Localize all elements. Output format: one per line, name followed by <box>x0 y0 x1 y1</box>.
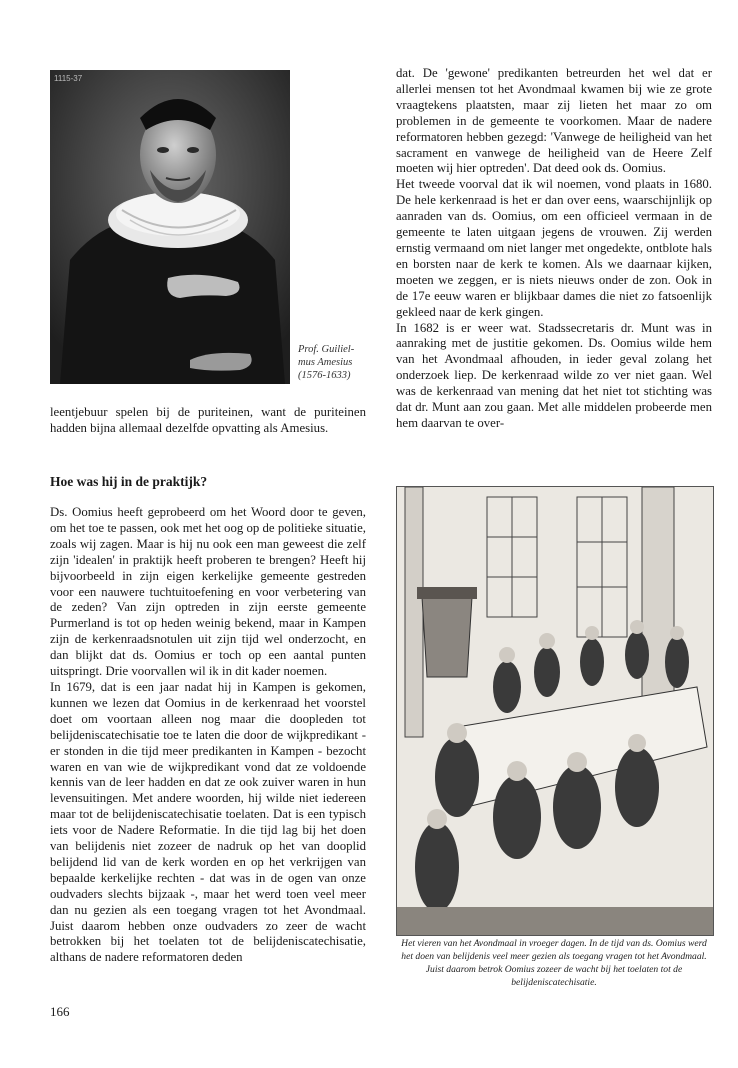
section-heading: Hoe was hij in de praktijk? <box>50 474 208 489</box>
engraving-caption: Het vieren van het Avondmaal in vroeger dagen. In de tijd van ds. Oomius werd het doen van belijdenis veel meer gezien als toegang vragen tot het Avondmaal. Juist daarom betrok Oomius zozeer de wacht bij het toelaten tot de belijdeniscatechisatie. <box>401 938 707 988</box>
paragraph: In 1679, dat is een jaar nadat hij in Kampen is gekomen, kunnen we lezen dat Oomius in de kerkenraad het voorstel doet om voortaan alleen nog maar die doopleden tot belijdeniscatechisatie toe te laten die door de wijkpredikant - er stonden in die tijd meer predikanten in Kampen - bezocht waren en van wie de wijkpredikant vond dat ze voldoende kennis van de leer hadden en dat ze ook zuiver waren in hun levensuitingen. Met andere woorden, hij wilde niet iedereen maar tot de belijdeniscatechisatie toelaten. Dat is een typisch iets voor de Nadere Reformatie. In die tijd lag bij het doen van belijdenis niet zozeer de nadruk op het van dooplid belijdend lid van de kerk worden en op het verkrijgen van bepaalde kerkelijke rechten - dat was in de ogen van onze oudvaders slechts bijzaak -, maar het werd toen veel meer dan nu gezien als een toegang vragen tot het Avondmaal. Juist daarom hebben onze oudvaders zo zeer de wacht betrokken bij het toelaten tot de belijdeniscatechisatie, althans de nadere reformatoren deden <box>50 679 366 965</box>
communion-engraving <box>396 486 714 936</box>
archive-mark: 1115-37 <box>54 74 83 83</box>
paragraph: Ds. Oomius heeft geprobeerd om het Woord door te geven, om het toe te passen, ook met het oog op de politieke situatie, zoals wij zagen. Maar is hij nu ook een man geweest die zelf zijn 'idealen' in praktijk heeft proberen te brengen? Heeft hij bijvoorbeeld in zijn eigen kerkelijke gemeente gestreden voor een nauwere tuchtuitoefening en voor verbetering van de zeden? Van zijn optreden in zijn eerste gemeente Purmerland is tot op heden weinig bekend, maar in Kampen zijn de kerkenraadsnotulen uit zijn tijd wel onderzocht, en dan blijkt dat ds. Oomius er toch op een aantal punten uitspringt. Drie voorvallen wil ik in dit kader noemen. <box>50 505 366 679</box>
paragraph: dat. De 'gewone' predikanten betreurden het wel dat er allerlei mensen tot het Avondmaal kwamen bij wie ze grote vraagtekens plaatsten, maar zij lieten het maar zo om problemen in de gemeente te voorkomen. Maar de nadere reformatoren hebben gezegd: 'Vanwege de heiligheid van het sacrament en vanwege de heiligheid van de Heere Zelf moeten wij hier optreden'. Dat deed ook ds. Oomius. <box>396 66 712 176</box>
left-column-body <box>50 505 366 966</box>
continuation-text: leentjebuur spelen bij de puriteinen, want de puriteinen hadden bijna allemaal dezelfde opvatting als Amesius. <box>50 405 366 435</box>
portrait-image <box>50 70 290 384</box>
page-number: 166 <box>50 1004 70 1019</box>
portrait-caption: Prof. Guiliel-mus Amesius (1576-1633) <box>298 344 355 381</box>
paragraph: In 1682 is er weer wat. Stadssecretaris dr. Munt was in aanraking met de justitie gekomen. Ds. Oomius wilde hem van het Avondmaal afhouden, in ieder geval zolang het onderzoek liep. De kerkenraad wilde zo ver niet gaan. Wel was de kerkenraad van mening dat het niet tot stichting was dat dr. Munt aan zou gaan. Met alle middelen probeerde men hem daarvan te over- <box>396 320 712 430</box>
paragraph: Het tweede voorval dat ik wil noemen, vond plaats in 1680. De hele kerkenraad is het er dan over eens, waarschijnlijk op aanraden van ds. Oomius, om een officieel vermaan in de gemeente te laten uitgaan jegens de vrouwen. Zij werden ernstig vermaand om niet langer met ongedekte, ontblote hals en borsten naar de kerk te komen. Als we daarnaar kijken, moeten we zeggen, er is niets nieuws onder de zon. Ook in de 17e eeuw waren er blijkbaar dames die niet zo fatsoenlijk gekleed naar de kerk gingen. <box>396 177 712 319</box>
right-column-body <box>396 66 712 432</box>
left-continuation <box>50 405 366 437</box>
